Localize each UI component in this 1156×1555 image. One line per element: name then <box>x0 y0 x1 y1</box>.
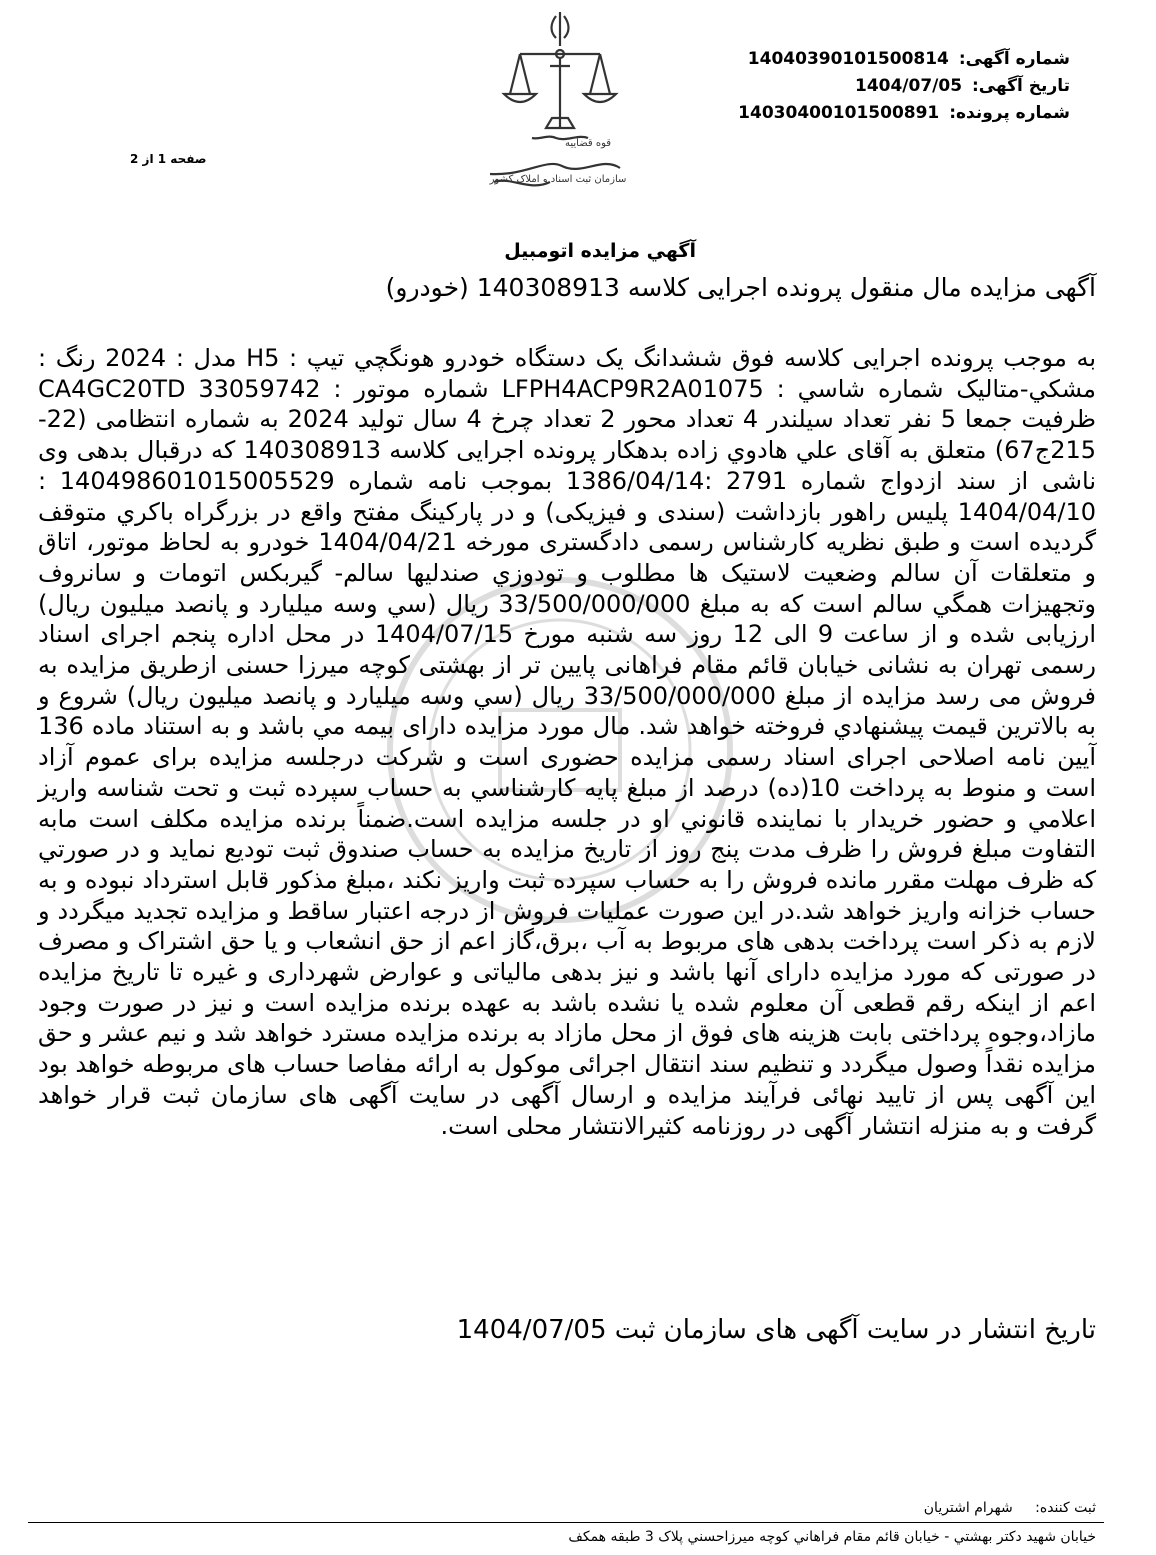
notice-metadata <box>738 46 1070 127</box>
emblem-line-1: قوه قضاییه <box>564 138 612 149</box>
notice-number: 14040390101500814 <box>747 49 949 69</box>
judiciary-scales-emblem-icon <box>470 6 650 196</box>
footer-divider <box>28 1522 1104 1523</box>
notice-date-label: تاریخ آگهی: <box>971 76 1070 96</box>
notice-number-row <box>738 46 1070 73</box>
notice-date-row <box>738 73 1070 100</box>
case-number-label: شماره پرونده: <box>949 103 1070 123</box>
registrar-label: ثبت کننده: <box>1035 1500 1096 1516</box>
emblem-line-2: سازمان ثبت اسناد و املاک کشور <box>489 174 627 185</box>
case-number-row <box>738 100 1070 127</box>
page-title: آگهي مزايده اتومبيل <box>504 240 696 262</box>
footer-address: خیابان شهید دکتر بهشتي - خیابان قائم مقام فراهاني کوچه میرزاحسني پلاک 3 طبقه همکف <box>568 1529 1096 1545</box>
page-subtitle: آگهی مزایده مال منقول پرونده اجرایی کلاسه 140308913 (خودرو) <box>385 273 1096 302</box>
notice-body: به موجب پرونده اجرایی کلاسه فوق ششدانگ یک دستگاه خودرو هونگچي تیپ : H5 مدل : 2024 رنگ : مشکي-متاليک شماره شاسي : LFPH4ACP9R2A01075 شماره موتور : CA4GC20TD 33059742 ظرفیت جمعا 5 نفر تعداد سیلندر 4 تعداد محور 2 تعداد چرخ 4 سال تولید 2024 به شماره انتظامی (22-215ج67) متعلق به آقای علي هادوي زاده بدهکار پرونده اجرایی کلاسه 140308913 که درقبال بدهی وی ناشی از سند ازدواج شماره 2791 :1386/04/14 بموجب نامه شماره 140498601015005529 : 1404/04/10 پلیس راهور بازداشت (سندی و فیزیکی) و در پارکینگ مفتح واقع در بزرگراه باکري متوقف گردیده است و طبق نظریه کارشناس رسمی دادگستری مورخه 1404/04/21 خودرو به لحاظ موتور، اتاق و متعلقات آن سالم وضعیت لاستیک ها مطلوب و تودوزي صندلیها سالم- گیربکس اتومات و سانروف وتجهیزات همگي سالم است که به مبلغ 33/500/000/000 ریال (سي وسه میلیارد و پانصد میلیون ریال) ارزیابی شده و از ساعت 9 الی 12 روز سه شنبه مورخ 1404/07/15 در محل اداره پنجم اجرای اسناد رسمی تهران به نشانی خیابان قائم مقام فراهانی پایین تر از بهشتی کوچه میرزا حسنی ازطریق مزایده به فروش می رسد مزایده از مبلغ 33/500/000/000 ریال (سي وسه میلیارد و پانصد میلیون ریال) شروع و به بالاترین قیمت پیشنهادي فروخته خواهد شد. مال مورد مزایده دارای بیمه مي باشد و به استناد ماده 136 آیین نامه اصلاحی اجرای اسناد رسمی مزایده حضوری است و شرکت درجلسه مزایده برای عموم آزاد است و منوط به پرداخت 10(ده) درصد از مبلغ پایه کارشناسي به حساب سپرده ثبت و تحت شناسه واریز اعلامي و حضور خریدار با نماینده قانوني او در جلسه مزایده است.ضمناً برنده مزایده مکلف است مابه التفاوت مبلغ فروش را ظرف مدت پنج روز از تاریخ مزایده به حساب صندوق ثبت تودیع نماید و در صورتي که ظرف مهلت مقرر مانده فروش را به حساب سپرده ثبت واریز نکند ،مبلغ مذکور قابل استرداد نبوده و به حساب خزانه واریز خواهد شد.در این صورت عملیات فروش از درجه اعتبار ساقط و مزایده تجدید میگردد و لازم به ذکر است پرداخت بدهی های مربوط به آب ،برق،گاز اعم از حق انشعاب و یا حق اشتراک و مصرف در صورتی که مورد مزایده دارای آنها باشد و نیز بدهی مالیاتی و عوارض شهرداری و غیره تا تاریخ مزایده اعم از اینکه رقم قطعی آن معلوم شده یا نشده باشد به عهده برنده مزایده است و نیز در صورت وجود مازاد،وجوه پرداختی بابت هزینه های فوق از محل مازاد به برنده مزایده مسترد خواهد شد و نیم عشر و حق مزایده نقداً وصول میگردد و تنظیم سند انتقال اجرائی موکول به ارائه مفاصا حساب های مربوطه خواهد بود این آگهی پس از تایید نهائی فرآیند مزایده و ارسال آگهی در سایت آگهی های سازمان ثبت قرار خواهد گرفت و به منزله انتشار آگهی در روزنامه کثیرالانتشار محلی است. <box>38 344 1097 1140</box>
notice-date: 1404/07/05 <box>854 76 963 96</box>
registrar-name: شهرام اشتریان <box>923 1500 1013 1516</box>
case-number: 14030400101500891 <box>738 103 940 123</box>
page-indicator: صفحه 1 از 2 <box>130 152 207 166</box>
registrar <box>924 1500 1096 1516</box>
notice-number-label: شماره آگهی: <box>958 49 1070 69</box>
publish-date-line: تاریخ انتشار در سایت آگهی های سازمان ثبت 1404/07/05 <box>456 1315 1096 1345</box>
